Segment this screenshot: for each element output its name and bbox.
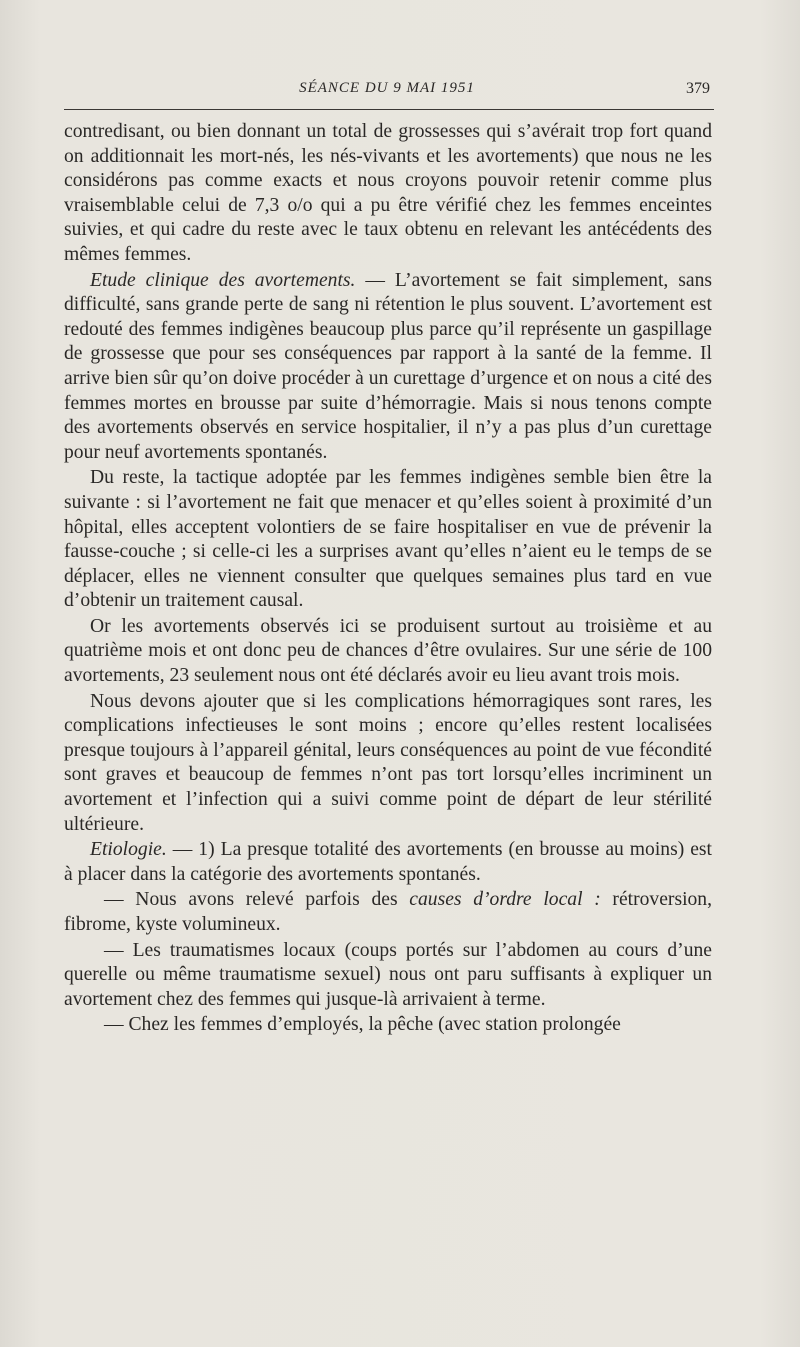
section-heading: Etiologie. xyxy=(90,839,167,861)
header-title: SÉANCE DU 9 MAI 1951 xyxy=(299,80,475,96)
text-run: — Chez les femmes d’employés, la pêche (avec station prolongée xyxy=(104,1014,621,1036)
paragraph xyxy=(64,888,712,937)
paragraph xyxy=(64,120,712,268)
text-run: — 1) La presque totalité des avortements (en brousse au moins) est à placer dans la catégorie des avortements spontanés. xyxy=(64,839,712,885)
text-run: Nous devons ajouter que si les complications hémorragiques sont rares, les complications infectieuses le sont moins ; encore qu’elles restent localisées presque toujours à l’appareil génital, leurs conséquences au point de vue fécondité sont graves et beaucoup de femmes n’ont pas tort lorsqu’elles incriminent un avortement et l’infection qui a suivi comme point de départ de leur stérilité ultérieure. xyxy=(64,690,712,835)
paragraph xyxy=(64,1013,712,1038)
paragraph xyxy=(64,838,712,887)
body-text xyxy=(64,120,712,1038)
text-run: — L’avortement se fait simplement, sans difficulté, sans grande perte de sang ni rétention le plus souvent. L’avortement est redouté des femmes indigènes beaucoup plus parce qu’il représente un gaspillage de grossesse que pour ses conséquences par rapport à la santé de la femme. Il arrive bien sûr qu’on doive procéder à un curettage d’urgence et on nous a cité des femmes mortes en brousse par suite d’hémorragie. Mais si nous tenons compte des avortements observés en service hospitalier, il n’y a pas plus d’un curettage pour neuf avortements spontanés. xyxy=(64,269,712,463)
page-number: 379 xyxy=(686,80,710,97)
text-run: Or les avortements observés ici se produisent surtout au troisième et au quatrième mois et ont donc peu de chances d’être ovulaires. Sur une série de 100 avortements, 23 seulement nous ont été déclarés avoir eu lieu avant trois mois. xyxy=(64,615,712,687)
text-run: Du reste, la tactique adoptée par les femmes indigènes semble bien être la suivante : si l’avortement ne fait que menacer et qu’elles soient à proximité d’un hôpital, elles acceptent volontiers de se faire hospitaliser en vue de prévenir la fausse-couche ; si celle-ci les a surprises avant qu’elles n’aient eu le temps de se déplacer, elles ne viennent consulter que quelques semaines plus tard en vue d’obtenir un traitement causal. xyxy=(64,467,712,612)
emphasis: causes d’ordre local : xyxy=(409,889,601,911)
text-run: contredisant, ou bien donnant un total de grossesses qui s’avérait trop fort quand on additionnait les mort-nés, les nés-vivants et les avortements) que nous ne les considérons pas comme exacts et nous croyons pouvoir retenir comme plus vraisemblable celui de 7,3 o/o qui a pu être vérifié chez les femmes enceintes suivies, et qui cadre du reste avec le taux obtenu en relevant les antécédents des mêmes femmes. xyxy=(64,121,712,265)
paragraph xyxy=(64,939,712,1013)
section-heading: Etude clinique des avortements. xyxy=(90,269,356,291)
header-rule xyxy=(64,109,714,110)
text-run: — Les traumatismes locaux (coups portés sur l’abdomen au cours d’une querelle ou même traumatisme sexuel) nous ont paru suffisants à expliquer un avortement chez des femmes qui jusque-là arrivaient à terme. xyxy=(64,939,712,1010)
text-run: — Nous avons relevé parfois des xyxy=(104,889,410,911)
paragraph xyxy=(64,615,712,689)
paragraph xyxy=(64,690,712,838)
paragraph xyxy=(64,269,712,466)
text-run: rétroversion, fibrome, kyste volumineux. xyxy=(64,889,713,935)
running-header xyxy=(62,78,712,102)
paragraph xyxy=(64,466,712,614)
